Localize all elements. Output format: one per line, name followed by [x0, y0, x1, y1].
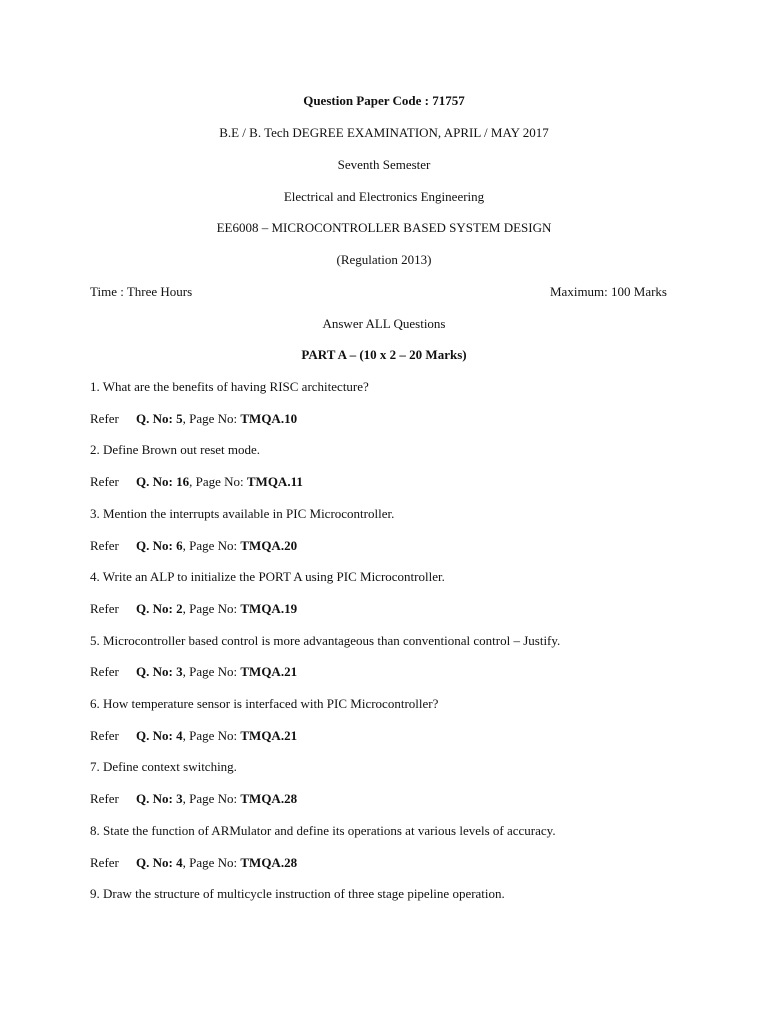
part-heading: PART A – (10 x 2 – 20 Marks): [301, 347, 467, 362]
semester: Seventh Semester: [337, 157, 431, 172]
page-ref: TMQA.11: [246, 474, 303, 490]
refer-line: [90, 728, 297, 744]
regulation: (Regulation 2013): [336, 252, 432, 267]
refer-line: [90, 855, 297, 871]
page-ref: TMQA.21: [240, 727, 298, 743]
question-text: 2. Define Brown out reset mode.: [90, 442, 261, 458]
refer-label: Refer: [90, 664, 119, 680]
refer-line: [90, 474, 303, 490]
time-label: Time : Three Hours: [90, 284, 193, 299]
page-label: , Page No:: [182, 600, 241, 616]
max-marks-label: Maximum: 100 Marks: [550, 284, 667, 299]
page-label: , Page No:: [182, 791, 241, 807]
question-number-ref: Q. No: 16: [136, 474, 190, 490]
page-label: , Page No:: [182, 664, 241, 680]
instruction: Answer ALL Questions: [322, 316, 446, 331]
question-text: 8. State the function of ARMulator and define its operations at various levels of accuracy.: [90, 822, 556, 838]
refer-label: Refer: [90, 537, 119, 553]
question-number-ref: Q. No: 4: [136, 727, 183, 743]
page-ref: TMQA.21: [240, 664, 298, 680]
page-label: , Page No:: [182, 410, 241, 426]
department: Electrical and Electronics Engineering: [283, 189, 485, 204]
refer-label: Refer: [90, 791, 119, 807]
question-text: 5. Microcontroller based control is more advantageous than conventional control – Justify.: [90, 632, 561, 648]
question-text: 4. Write an ALP to initialize the PORT A using PIC Microcontroller.: [90, 569, 445, 585]
question-text: 9. Draw the structure of multicycle instruction of three stage pipeline operation.: [90, 886, 505, 902]
page-ref: TMQA.28: [240, 854, 298, 870]
page-label: , Page No:: [189, 474, 247, 490]
question-text: 1. What are the benefits of having RISC architecture?: [90, 379, 369, 394]
question-number-ref: Q. No: 3: [136, 664, 183, 680]
question-number-ref: Q. No: 2: [136, 600, 183, 616]
question-text: 3. Mention the interrupts available in PIC Microcontroller.: [90, 505, 395, 521]
subject: EE6008 – MICROCONTROLLER BASED SYSTEM DESIGN: [216, 220, 552, 235]
question-number-ref: Q. No: 4: [136, 854, 183, 870]
refer-line: [90, 601, 297, 617]
question-number-ref: Q. No: 6: [136, 537, 183, 553]
page-ref: TMQA.28: [240, 791, 298, 807]
exam-title: B.E / B. Tech DEGREE EXAMINATION, APRIL / MAY 2017: [219, 125, 549, 140]
refer-line: [90, 538, 297, 554]
question-number-ref: Q. No: 3: [136, 791, 183, 807]
question-number-ref: Q. No: 5: [136, 410, 183, 426]
page-ref: TMQA.10: [240, 410, 298, 426]
refer-line: [90, 791, 297, 807]
page-label: , Page No:: [182, 727, 241, 743]
paper-code: Question Paper Code : 71757: [303, 93, 465, 108]
refer-label: Refer: [90, 600, 119, 616]
page-label: , Page No:: [182, 537, 241, 553]
refer-line: [90, 664, 297, 680]
question-text: 6. How temperature sensor is interfaced with PIC Microcontroller?: [90, 696, 439, 711]
page-ref: TMQA.20: [240, 537, 298, 553]
refer-label: Refer: [90, 854, 119, 870]
refer-label: Refer: [90, 727, 119, 743]
page-ref: TMQA.19: [240, 600, 298, 616]
page-label: , Page No:: [182, 854, 241, 870]
refer-label: Refer: [90, 474, 119, 490]
refer-line: [90, 411, 297, 427]
question-text: 7. Define context switching.: [90, 759, 237, 775]
refer-label: Refer: [90, 410, 119, 426]
